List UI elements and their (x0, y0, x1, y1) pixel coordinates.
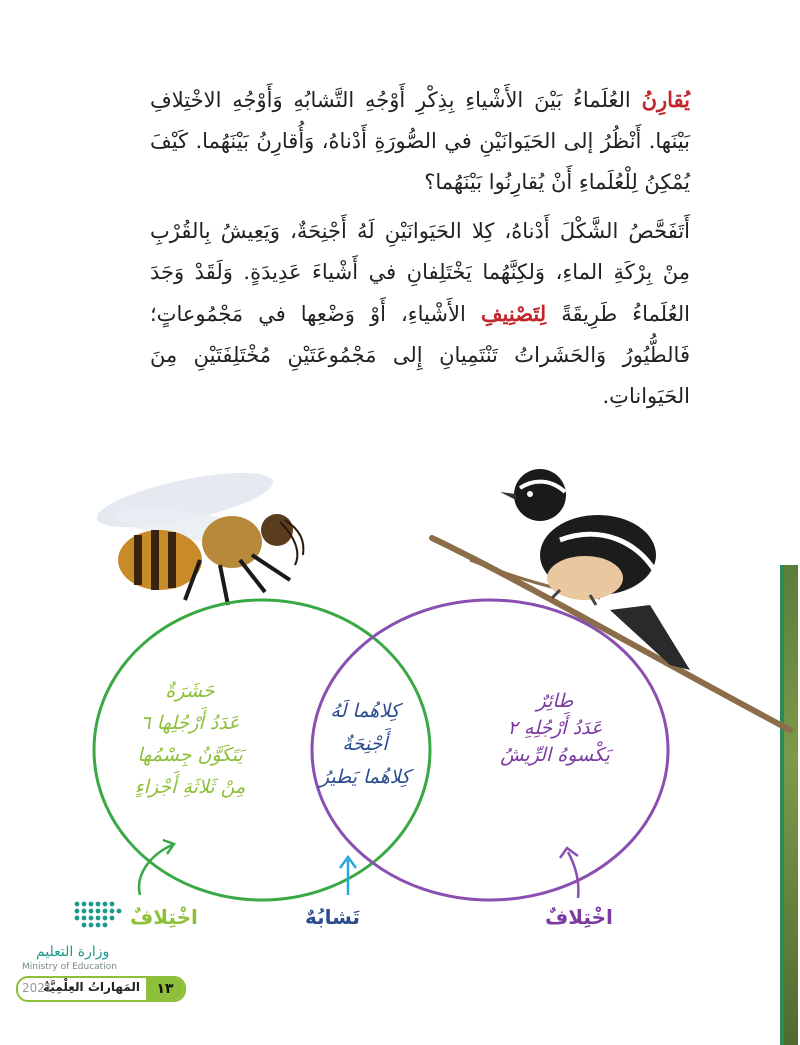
footer-title: المَهاراتُ العِلْمِيَّةُ (43, 980, 140, 994)
bee-abdomen (118, 530, 202, 590)
label-similarity: تَشابُهٌ (305, 905, 361, 929)
insect-trait-line: يَتَكَوَّنُ جِسْمُها (137, 744, 243, 766)
label-difference-bird: اخْتِلافٌ (545, 905, 613, 929)
shared-trait-line: كِلاهُما لَهُ (330, 700, 400, 722)
insect-traits (100, 675, 280, 803)
right-arrow-shaft (568, 852, 578, 898)
paragraph-classify-text-after: الأَشْياءِ، أَوْ وَضْعِها في مَجْمُوعاتٍ؛ فَالطُّيُورُ وَالحَشَراتُ تَنْتَمِيانِ إِلى مَجْمُوعَتَيْنِ مُخْتَلِفَتَيْنِ مِنَ الحَيَواناتِ. (150, 302, 690, 408)
paragraph-classify (150, 211, 690, 417)
footer-year: 2021 (22, 981, 53, 995)
ministry-name-arabic: وزارة التعليم (36, 944, 110, 960)
shared-traits (285, 695, 445, 794)
ministry-dots-icon (73, 900, 131, 930)
ministry-name-english: Ministry of Education (22, 962, 117, 972)
bird-trait-line: طائِرٌ (536, 690, 574, 712)
bird-head (514, 469, 566, 521)
bee-thorax (202, 516, 262, 568)
insect-trait-line: مِنْ ثَلاثَةِ أَجْزاءٍ (134, 776, 246, 798)
paragraph-compare (150, 79, 690, 203)
ministry-logo (18, 900, 128, 972)
paragraph-classify-text-before: أَتَفَحَّصُ الشَّكْلَ أَدْناهُ، كِلا الحَيَوانَيْنِ لَهُ أَجْنِحَةٌ، وَيَعِيشُ بِالقُرْبِ مِنْ بِرْكَةِ الماءِ، وَلكِنَّهُما يَخْتَلِفانِ في أَشْياءَ عَدِيدَةٍ. وَلَقَدْ وَجَدَ العُلَماءُ طَرِيقَةً (150, 219, 690, 326)
bird-illustration (500, 469, 690, 670)
bee-illustration (93, 462, 304, 605)
insect-trait-line: حَشَرَةٌ (165, 680, 215, 702)
label-difference-insect: اخْتِلافٌ (130, 905, 198, 929)
bird-trait-line: يَكْسوهُ الرِّيشُ (500, 744, 610, 766)
page-number: ١٣ (146, 978, 184, 1000)
keyword-classify: لِتَصْنِيفِ (480, 301, 547, 326)
bird-trait-line: عَدَدُ أَرْجُلِهِ ٢ (507, 717, 603, 739)
insect-trait-line: عَدَدُ أَرْجُلِها ٦ (140, 712, 240, 734)
page-footer (16, 976, 186, 1002)
shared-trait-line: أَجْنِحَةٌ (342, 733, 388, 755)
bird-traits (470, 688, 640, 769)
bird-beak (500, 492, 516, 500)
paragraph-compare-text: العُلَماءُ بَيْنَ الأَشْياءِ بِذِكْرِ أَوْجُهِ التَّشابُهِ وَأَوْجُهِ الاخْتِلافِ بَيْنَها. أَنْظُرُ إلى الحَيَوانَيْنِ في الصُّورَةِ أَدْناهُ، وَأُقارِنُ بَيْنَهُما. كَيْفَ يُمْكِنُ لِلْعُلَماءِ أَنْ يُقارِنُوا بَيْنَهُما؟ (150, 88, 690, 194)
shared-trait-line: كِلاهُما يَطيرُ (319, 766, 411, 788)
keyword-compare: يُقارِنُ (641, 87, 690, 112)
bird-eye (527, 491, 533, 497)
